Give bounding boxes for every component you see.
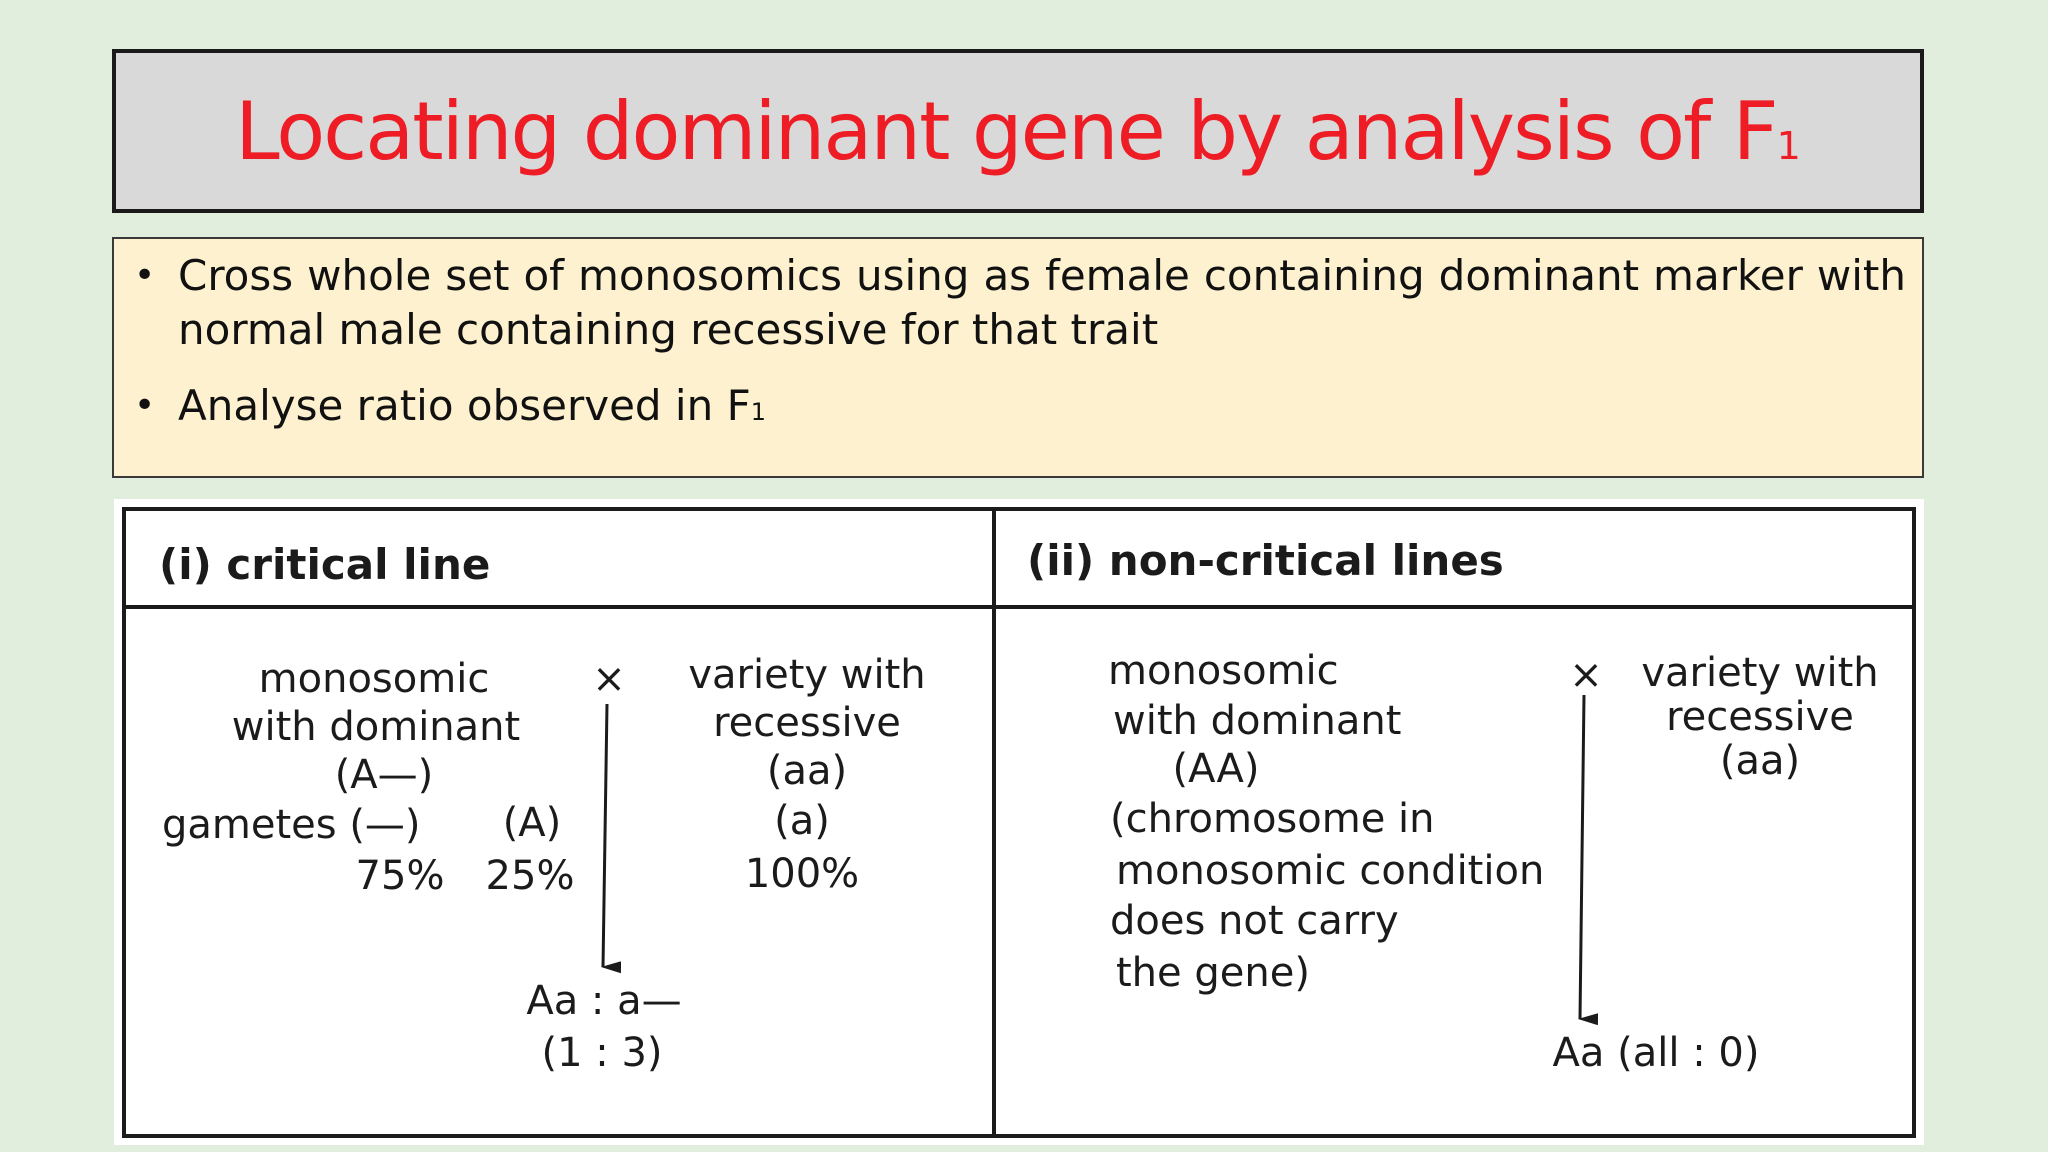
pct-dominant-gametes: 25% <box>485 853 575 899</box>
gamete-dominant: (A) <box>502 800 562 846</box>
gamete-recessive: (a) <box>774 798 830 844</box>
critical-cross-symbol: × <box>592 656 626 702</box>
noncritical-header: (ii) non-critical lines <box>1027 536 1504 585</box>
title-box <box>112 49 1924 213</box>
critical-female-genotype: (A—) <box>334 752 434 798</box>
noncritical-male-line-2: recessive <box>1666 694 1854 740</box>
noncritical-female-line-1: monosomic <box>1108 648 1339 694</box>
critical-f1-genotypes: Aa : a— <box>526 978 682 1024</box>
critical-female-line-1: monosomic <box>258 656 490 702</box>
bullet-text: Cross whole set of monosomics using as female containing dominant marker with normal male containing recessive for that trait <box>178 251 1906 354</box>
critical-arrow <box>603 704 607 967</box>
noncritical-arrow <box>1580 695 1584 1019</box>
cross-diagram-svg <box>114 499 1924 1145</box>
noncritical-note-line-2: monosomic condition <box>1116 848 1545 894</box>
critical-male-line-2: recessive <box>713 700 901 746</box>
critical-header: (i) critical line <box>159 540 491 589</box>
noncritical-female-genotype: (AA) <box>1172 746 1260 792</box>
critical-male-genotype: (aa) <box>766 748 848 794</box>
bullet-item <box>130 249 1906 357</box>
critical-female-line-2: with dominant <box>231 704 521 750</box>
pct-recessive-gametes: 100% <box>744 851 860 897</box>
pct-nullisomic-gametes: 75% <box>355 853 445 899</box>
noncritical-note-line-4: the gene) <box>1116 950 1310 996</box>
noncritical-cross-symbol: × <box>1569 652 1603 698</box>
noncritical-f1-result: Aa (all : 0) <box>1552 1030 1760 1076</box>
bullet-subscript: 1 <box>750 398 767 426</box>
bullet-box <box>112 237 1924 478</box>
bullet-dot: • <box>134 385 156 426</box>
bullet-text-main: Analyse ratio observed in F <box>178 381 751 430</box>
critical-f1-ratio: (1 : 3) <box>541 1030 663 1076</box>
noncritical-male-genotype: (aa) <box>1719 738 1801 784</box>
slide-title <box>235 85 1801 178</box>
noncritical-male-line-1: variety with <box>1641 650 1879 696</box>
title-subscript: 1 <box>1776 123 1801 168</box>
bullet-text <box>178 379 1906 439</box>
gametes-label: gametes (—) <box>162 802 421 848</box>
noncritical-note-line-1: (chromosome in <box>1110 796 1435 842</box>
noncritical-female-line-2: with dominant <box>1113 698 1402 744</box>
bullet-item <box>130 379 1906 439</box>
critical-male-line-1: variety with <box>688 652 926 698</box>
bullet-dot: • <box>134 255 156 296</box>
noncritical-note-line-3: does not carry <box>1110 898 1399 944</box>
title-text: Locating dominant gene by analysis of F <box>235 84 1777 178</box>
cross-diagram <box>114 499 1924 1145</box>
